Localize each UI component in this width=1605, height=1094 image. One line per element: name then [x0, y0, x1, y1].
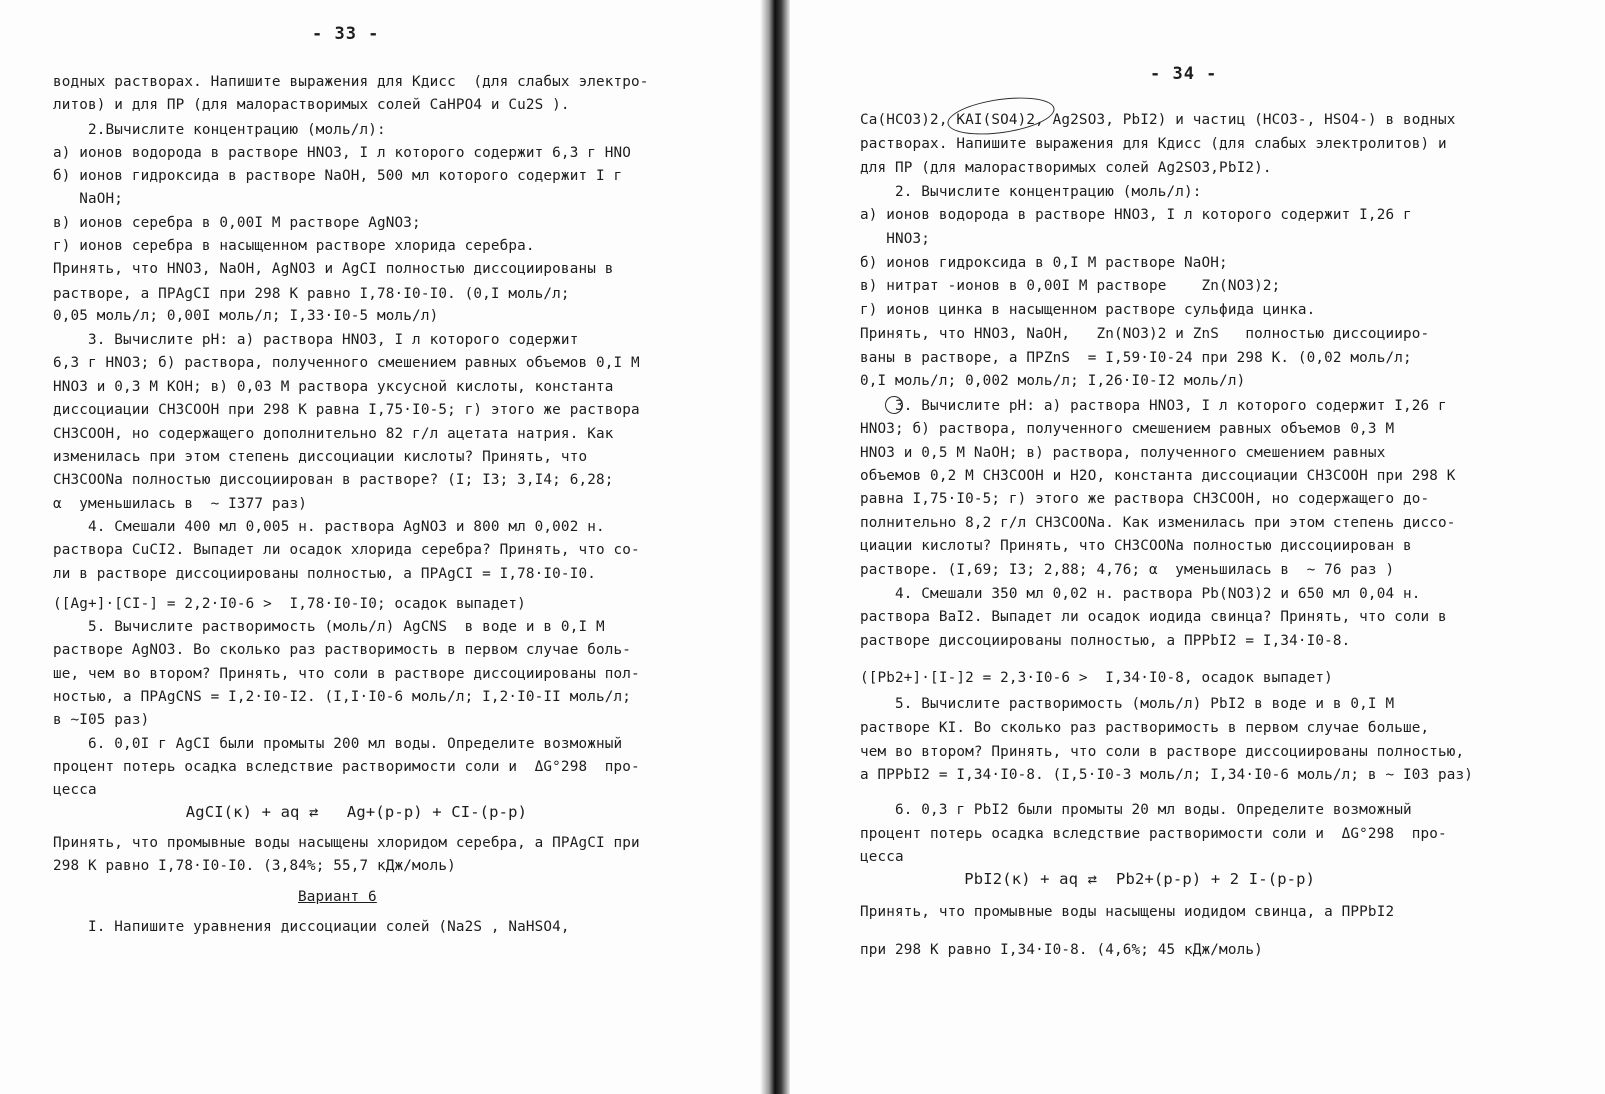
left-page-text-line: в ~I05 раз)	[53, 712, 150, 728]
right-page-text-line: HNO3; б) раствора, полученного смешением равных объемов 0,3 М	[860, 421, 1395, 437]
left-page-text-line: 2.Вычислите концентрацию (моль/л):	[53, 122, 386, 138]
right-page-text-line: равна I,75·I0-5; г) этого же раствора CH3COOH, но содержащего до-	[860, 491, 1430, 507]
left-page-text-line: 0,05 моль/л; 0,00I моль/л; I,33·I0-5 моль/л)	[53, 308, 439, 324]
handwritten-circle-mark-3	[885, 396, 903, 414]
left-page-text-line: CH3COONa полностью диссоциирован в растворе? (I; I3; 3,I4; 6,28;	[53, 472, 614, 488]
right-page-text-line: в) нитрат -ионов в 0,00I М растворе Zn(NO3)2;	[860, 278, 1281, 294]
left-page-text-line: ли в растворе диссоциированы полностью, а ПРAgCI = I,78·I0-I0.	[53, 566, 596, 582]
left-page-text-line: изменилась при этом степень диссоциации кислоты? Принять, что	[53, 449, 588, 465]
right-page-text-line: Принять, что промывные воды насыщены иодидом свинца, а ПРPbI2	[860, 904, 1395, 920]
right-page-text-line: растворе диссоциированы полностью, а ПРPbI2 = I,34·I0-8.	[860, 633, 1351, 649]
right-page-text-line: процент потерь осадка вследствие растворимости соли и ΔG°298 про-	[860, 826, 1447, 842]
right-page-text-line: растворах. Напишите выражения для Кдисс (для слабых электролитов) и	[860, 136, 1447, 152]
right-page-text-line: 5. Вычислите растворимость (моль/л) PbI2 в воде и в 0,I М	[860, 696, 1395, 712]
left-page-text-line: 3. Вычислите pH: а) раствора HNO3, I л которого содержит	[53, 332, 579, 348]
right-page-text-line: циации кислоты? Принять, что CH3COONa полностью диссоциирован в	[860, 538, 1412, 554]
left-page-text-line: растворе, а ПРAgCI при 298 К равно I,78·I0-I0. (0,I моль/л;	[53, 286, 570, 302]
left-page-text-line: 6,3 г HNO3; б) раствора, полученного смешением равных объемов 0,I М	[53, 355, 640, 371]
right-page-text-line: ваны в растворе, а ПРZnS = I,59·I0-24 при 298 К. (0,02 моль/л;	[860, 350, 1412, 366]
right-page-text-line: Ca(HCO3)2, KAI(SO4)2, Ag2SO3, PbI2) и частиц (HCO3-, HSO4-) в водных	[860, 112, 1456, 128]
right-page-text-line: объемов 0,2 М CH3COOH и H2O, константа диссоциации CH3COOH при 298 К	[860, 468, 1456, 484]
right-page-text-line: 6. 0,3 г PbI2 были промыты 20 мл воды. Определите возможный	[860, 802, 1412, 818]
page-number-right: - 34 -	[1150, 64, 1218, 84]
right-page-text-line: чем во втором? Принять, что соли в растворе диссоциированы полностью,	[860, 744, 1465, 760]
right-page-text-line: 2. Вычислите концентрацию (моль/л):	[860, 184, 1202, 200]
right-page-text-line: б) ионов гидроксида в 0,I М растворе NaOH;	[860, 255, 1228, 271]
right-page-text-line: Принять, что HNO3, NaOH, Zn(NO3)2 и ZnS полностью диссоцииро-	[860, 326, 1430, 342]
right-page-text-line: HNO3 и 0,5 М NaOH; в) раствора, полученного смешением равных	[860, 445, 1386, 461]
left-page-text-line: б) ионов гидроксида в растворе NaOH, 500 мл которого содержит I г	[53, 168, 623, 184]
left-page-text-line: AgCI(к) + aq ⇄ Ag+(р-р) + CI-(р-р)	[53, 803, 528, 821]
right-page-text-line: при 298 К равно I,34·I0-8. (4,6%; 45 кДж/моль)	[860, 942, 1263, 958]
right-page-text-line: цесса	[860, 849, 904, 865]
right-page-text-line: раствора BaI2. Выпадет ли осадок иодида свинца? Принять, что соли в	[860, 609, 1447, 625]
right-page-text-line: растворе. (I,69; I3; 2,88; 4,76; α уменьшилась в ~ 76 раз )	[860, 562, 1395, 578]
left-page-text-line: раствора CuCI2. Выпадет ли осадок хлорида серебра? Принять, что со-	[53, 542, 640, 558]
left-page-text-line: растворе AgNO3. Во сколько раз растворимость в первом случае боль-	[53, 642, 631, 658]
left-page-text-line: 298 К равно I,78·I0-I0. (3,84%; 55,7 кДж/моль)	[53, 858, 456, 874]
right-page-text-line: г) ионов цинка в насыщенном растворе сульфида цинка.	[860, 302, 1316, 318]
left-page-text-line: Вариант 6	[298, 889, 377, 905]
left-page-text-line: литов) и для ПР (для малорастворимых солей CaHPO4 и Cu2S ).	[53, 97, 570, 113]
left-page-text-line: I. Напишите уравнения диссоциации солей (Na2S , NaHSO4,	[53, 919, 570, 935]
right-page-text-line: HNO3;	[860, 231, 931, 247]
right-page-text-line: ([Pb2+]·[I-]2 = 2,3·I0-6 > I,34·I0-8, осадок выпадет)	[860, 670, 1333, 686]
right-page-text-line: 3. Вычислите pH: а) раствора HNO3, I л которого содержит I,26 г	[860, 398, 1447, 414]
left-page-text-line: ностью, а ПРAgCNS = I,2·I0-I2. (I,I·I0-6 моль/л; I,2·I0-II моль/л;	[53, 689, 631, 705]
left-page-text-line: г) ионов серебра в насыщенном растворе хлорида серебра.	[53, 238, 535, 254]
right-page-text-line: PbI2(к) + aq ⇄ Pb2+(р-р) + 2 I-(р-р)	[860, 870, 1316, 888]
left-page-text-line: ше, чем во втором? Принять, что соли в растворе диссоциированы пол-	[53, 666, 640, 682]
left-page-text-line: процент потерь осадка вследствие растворимости соли и ΔG°298 про-	[53, 759, 640, 775]
right-page-text-line: для ПР (для малорастворимых солей Ag2SO3,PbI2).	[860, 160, 1272, 176]
left-page-text-line: водных растворах. Напишите выражения для Кдисс (для слабых электро-	[53, 74, 649, 90]
right-page-text-line: 0,I моль/л; 0,002 моль/л; I,26·I0-I2 моль/л)	[860, 373, 1246, 389]
right-page-text-line: 4. Смешали 350 мл 0,02 н. раствора Pb(NO3)2 и 650 мл 0,04 н.	[860, 586, 1421, 602]
handwritten-circle-mark	[945, 92, 1057, 141]
left-page	[0, 0, 770, 1094]
left-page-text-line: α уменьшилась в ~ I377 раз)	[53, 496, 307, 512]
left-page-text-line: ([Ag+]·[CI-] = 2,2·I0-6 > I,78·I0-I0; осадок выпадет)	[53, 596, 526, 612]
left-page-text-line: 4. Смешали 400 мл 0,005 н. раствора AgNO3 и 800 мл 0,002 н.	[53, 519, 605, 535]
left-page-text-line: Принять, что HNO3, NaOH, AgNO3 и AgCI полностью диссоциированы в	[53, 261, 614, 277]
right-page-text-line: полнительно 8,2 г/л CH3COONa. Как изменилась при этом степень диссо-	[860, 515, 1456, 531]
left-page-text-line: в) ионов серебра в 0,00I М растворе AgNO3;	[53, 215, 421, 231]
left-page-text-line: Принять, что промывные воды насыщены хлоридом серебра, а ПРAgCI при	[53, 835, 640, 851]
right-page-text-line: а ПРPbI2 = I,34·I0-8. (I,5·I0-3 моль/л; I,34·I0-6 моль/л; в ~ I03 раз)	[860, 767, 1474, 783]
left-page-text-line: цесса	[53, 782, 97, 798]
left-page-text-line: 6. 0,0I г AgCI были промыты 200 мл воды. Определите возможный	[53, 736, 623, 752]
right-page-text-line: а) ионов водорода в растворе HNO3, I л которого содержит I,26 г	[860, 207, 1412, 223]
book-gutter	[760, 0, 790, 1094]
right-page-text-line: растворе KI. Во сколько раз растворимость в первом случае больше,	[860, 720, 1430, 736]
left-page-text-line: 5. Вычислите растворимость (моль/л) AgCNS в воде и в 0,I М	[53, 619, 605, 635]
left-page-text-line: а) ионов водорода в растворе HNO3, I л которого содержит 6,3 г HNO	[53, 145, 631, 161]
left-page-text-line: NaOH;	[53, 191, 124, 207]
left-page-text-line: CH3COOH, но содержащего дополнительно 82 г/л ацетата натрия. Как	[53, 426, 614, 442]
page-number-left: - 33 -	[312, 24, 380, 44]
left-page-text-line: HNO3 и 0,3 М КОН; в) 0,03 М раствора уксусной кислоты, константа	[53, 379, 614, 395]
left-page-text-line: диссоциации CH3COOH при 298 К равна I,75·I0-5; г) этого же раствора	[53, 402, 640, 418]
right-page	[790, 0, 1605, 1094]
